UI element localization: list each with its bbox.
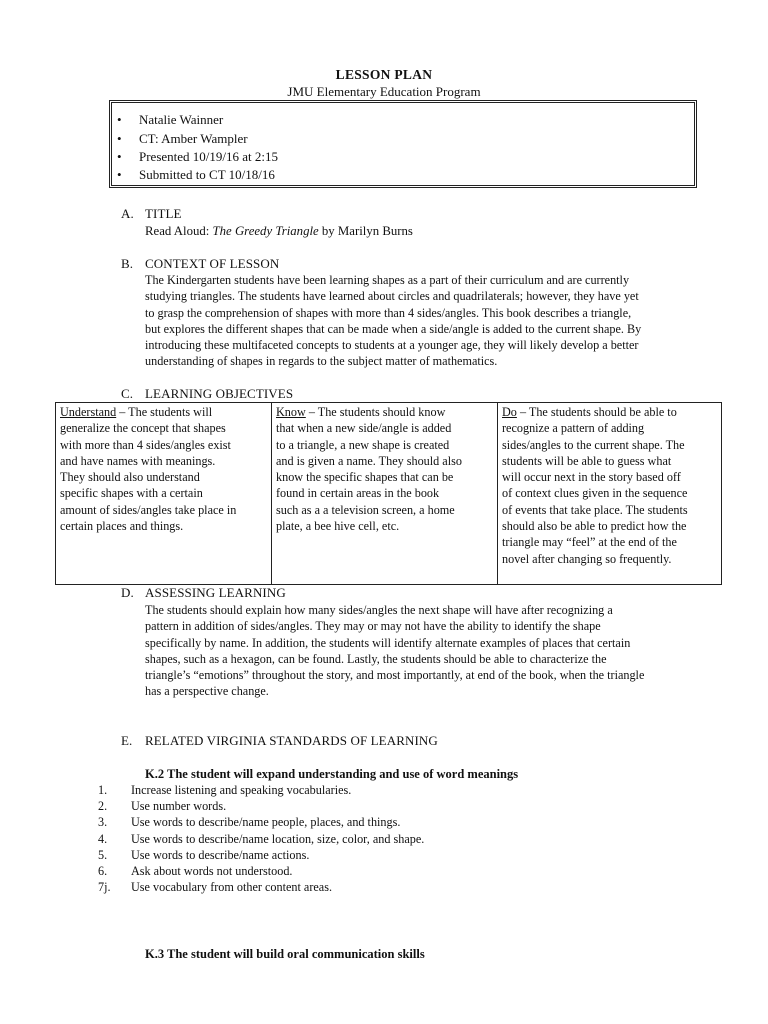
bullet-icon: • bbox=[117, 167, 122, 182]
bullet-icon: • bbox=[117, 112, 122, 127]
info-item: • CT: Amber Wampler bbox=[117, 131, 248, 146]
objectives-table bbox=[55, 402, 722, 585]
objective-know-cell: Know – The students should know that when a new side/angle is added to a triangle, a new shape is created and is given a name. They should also know the specific shapes that can be found in certain areas in the book such as a a television screen, a home plate, a bee hive cell, etc. bbox=[272, 403, 498, 585]
objective-do-cell: Do – The students should be able to recognize a pattern of adding sides/angles to the current shape. The students will be able to guess what will occur next in the story based off of context clues given in the sequence of events that take place. The students should also be able to predict how the triangle may “feel” at the end of the novel after changing so frequently. bbox=[498, 403, 722, 585]
bullet-icon: • bbox=[117, 131, 122, 146]
info-item: • Submitted to CT 10/18/16 bbox=[117, 167, 275, 182]
info-item: • Natalie Wainner bbox=[117, 112, 224, 127]
page-title: LESSON PLAN bbox=[335, 67, 433, 82]
info-box bbox=[109, 100, 697, 188]
table-row bbox=[56, 403, 722, 585]
section-b-paragraph: The Kindergarten students have been learning shapes as a part of their curriculum and are currently studying triangles. The students have learned about circles and quadrilaterals; however, they have yet to grasp the comprehension of shapes with more than 4 sides/angles. This book describes a triangle, but explores the different shapes that can be made when a side/angle is added to the current shape. By introducing these multifaceted concepts to students at a younger age, they will likely develop a better understanding of shapes in regards to the subject matter of mathematics. bbox=[145, 273, 642, 369]
page-subtitle: JMU Elementary Education Program bbox=[287, 84, 481, 99]
section-d-paragraph: The students should explain how many sides/angles the next shape will have after recognizing a pattern in addition of sides/angles. They may or may not have the ability to identify the shape specifically by name. In addition, the students will identify alternate examples of places that certain shapes, such as a hexagon, can be found. Lastly, the students should be able to characterize the triangle’s “emotions” throughout the story, and most importantly, at end of the book, when the triangle has a perspective change. bbox=[145, 603, 645, 699]
objective-understand-cell: Understand – The students will generalize the concept that shapes with more than 4 sides/angles exist and have names with meanings. They should also understand specific shapes with a certain amount of sides/angles take place in certain places and things. bbox=[56, 403, 272, 585]
standard-heading: K.3 The student will build oral communication skills bbox=[145, 947, 425, 961]
standard-heading: K.2 The student will expand understanding and use of word meanings bbox=[145, 767, 519, 781]
book-title: The Greedy Triangle bbox=[212, 224, 319, 238]
section-a-content: Read Aloud: The Greedy Triangle by Marilyn Burns bbox=[145, 224, 413, 238]
info-item: • Presented 10/19/16 at 2:15 bbox=[117, 149, 279, 164]
bullet-icon: • bbox=[117, 149, 122, 164]
